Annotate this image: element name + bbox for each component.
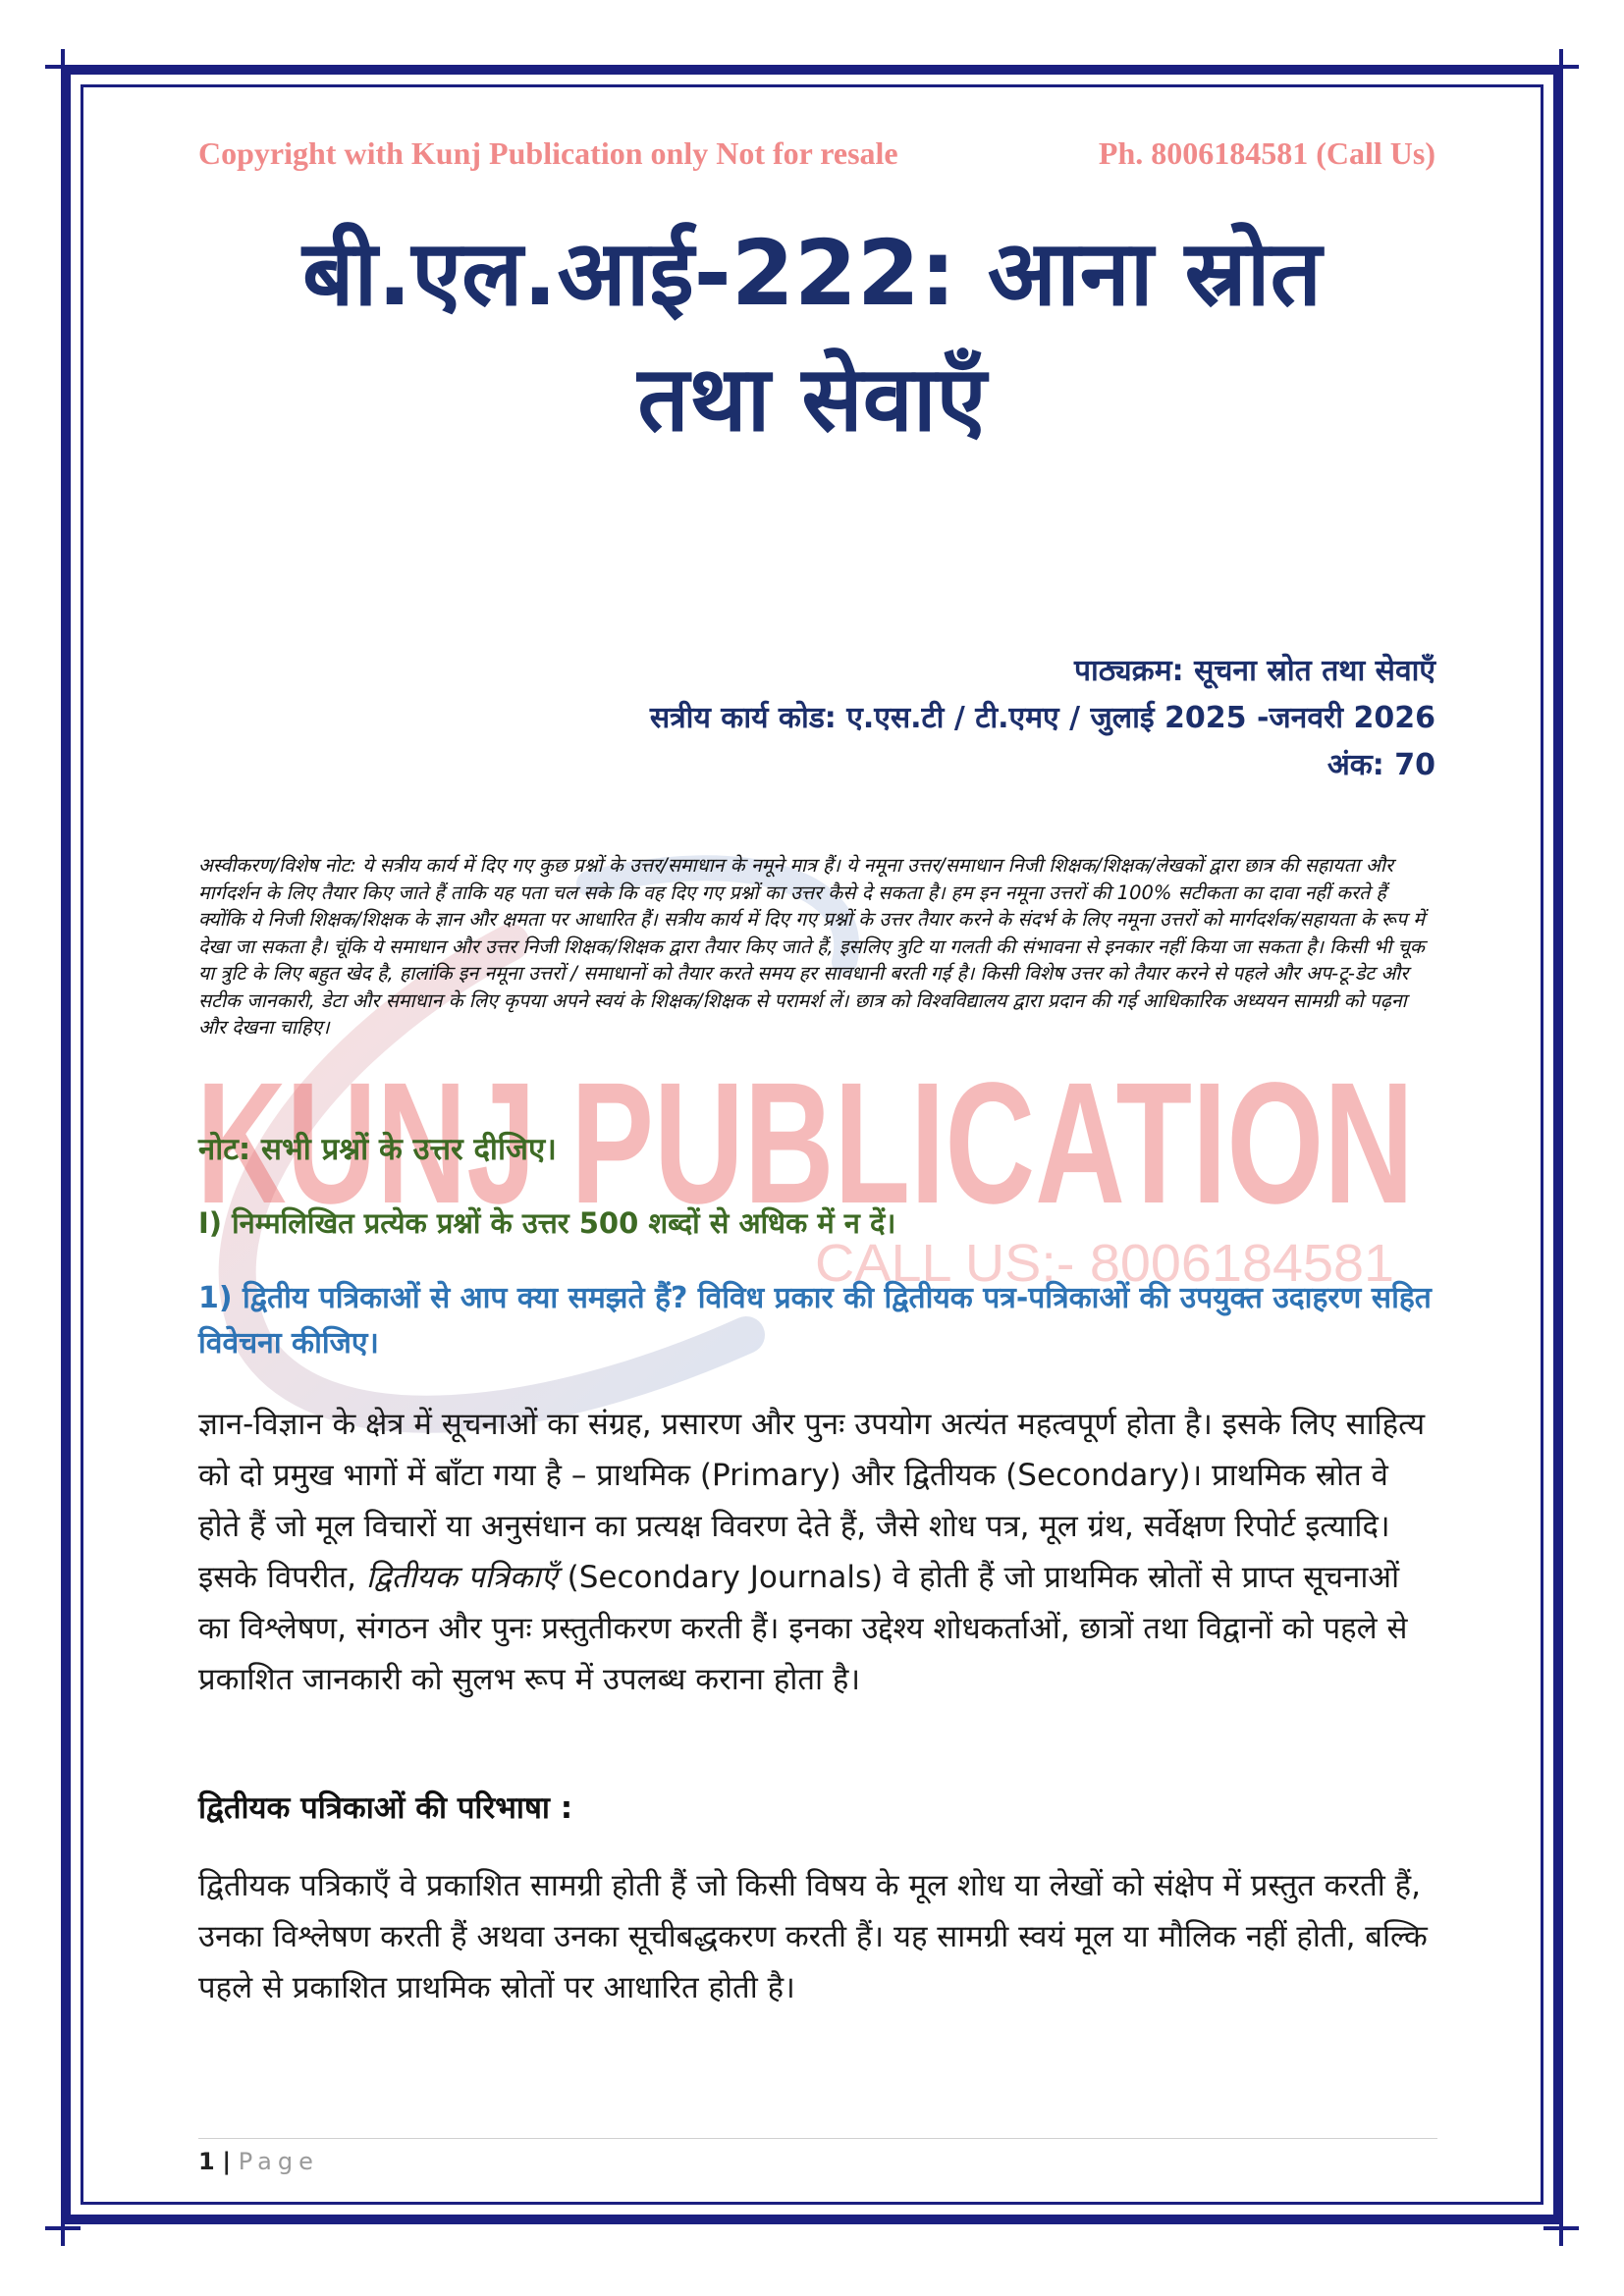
copyright-text: Copyright with Kunj Publication only Not for resale [198, 135, 898, 171]
note-heading: नोट: सभी प्रश्नों के उत्तर दीजिए। [198, 1132, 557, 1167]
corner-ornament [45, 49, 81, 84]
footer-divider [198, 2138, 1437, 2139]
answer-paragraph-1 [198, 1399, 1437, 1705]
corner-ornament [45, 2211, 81, 2246]
page-title [147, 211, 1477, 462]
course-name: पाठ्यक्रम: सूचना स्रोत तथा सेवाएँ [1074, 654, 1435, 688]
title-line-2: तथा सेवाएँ [637, 347, 987, 452]
para1-text-b: (Secondary Journals) वे होती हैं जो प्राथमिक स्रोतों से प्राप्त सूचनाओं का विश्लेषण, संगठन और पुनः प्रस्तुतीकरण करती हैं। इनका उद्देश्य शोधकर्ताओं, छात्रों तथा विद्वानों को पहले से प्रकाशित जानकारी को सुलभ रूप में उपलब्ध कराना होता है। [198, 1560, 1408, 1697]
watermark-call: CALL US:- 8006184581 [815, 1234, 1394, 1293]
question-1: 1) द्वितीय पत्रिकाओं से आप क्या समझते हैं? विविध प्रकार की द्वितीयक पत्र-पत्रिकाओं की उपयुक्त उदाहरण सहित विवेचना कीजिए। [198, 1281, 1432, 1361]
corner-ornament [1543, 49, 1579, 84]
page-number: 1 [198, 2148, 215, 2175]
disclaimer: अस्वीकरण/विशेष नोट: ये सत्रीय कार्य में दिए गए कुछ प्रश्नों के उत्तर/समाधान के नमूने मात्र हैं। ये नमूना उत्तर/समाधान निजी शिक्षक/शिक्षक/लेखकों द्वारा छात्र की सहायता और मार्गदर्शन के लिए तैयार किए जाते हैं ताकि यह पता चल सके कि वह दिए गए प्रश्नों का उत्तर कैसे दे सकता है। हम इन नमूना उत्तरों की 100% सटीकता का दावा नहीं करते हैं क्योंकि ये निजी शिक्षक/शिक्षक के ज्ञान और क्षमता पर आधारित हैं। सत्रीय कार्य में दिए गए प्रश्नों के उत्तर तैयार करने के संदर्भ के लिए नमूना उत्तरों को मार्गदर्शक/सहायता के रूप में देखा जा सकता है। चूंकि ये समाधान और उत्तर निजी शिक्षक/शिक्षक द्वारा तैयार किए जाते हैं, इसलिए त्रुटि या गलती की संभावना से इनकार नहीं किया जा सकता है। किसी भी चूक या त्रुटि के लिए बहुत खेद है, हालांकि इन नमूना उत्तरों / समाधानों को तैयार करते समय हर सावधानी बरती गई है। किसी विशेष उत्तर को तैयार करने से पहले और अप-टू-डेट और सटीक जानकारी, डेटा और समाधान के लिए कृपया अपने स्वयं के शिक्षक/शिक्षक से परामर्श लें। छात्र को विश्वविद्यालय द्वारा प्रदान की गई आधिकारिक अध्ययन सामग्री को पढ़ना और देखना चाहिए। [198, 854, 1425, 1039]
title-line-1: बी.एल.आई-222: आना स्रोत [301, 221, 1323, 326]
assignment-code: सत्रीय कार्य कोड: ए.एस.टी / टी.एमए / जुलाई 2025 -जनवरी 2026 [649, 701, 1435, 735]
page-separator: | [222, 2148, 232, 2175]
phone-text: Ph. 8006184581 (Call Us) [1098, 135, 1435, 171]
para1-emphasis: द्वितीयक पत्रिकाएँ [365, 1560, 558, 1595]
marks: अंक: 70 [1326, 748, 1435, 782]
watermark-brand: KUNJ PUBLICATION [196, 1047, 1414, 1240]
para1-text-a: ज्ञान-विज्ञान के क्षेत्र में सूचनाओं का संग्रह, प्रसारण और पुनः उपयोग अत्यंत महत्वपूर्ण होता है। इसके लिए साहित्य को दो प्रमुख भागों में बाँटा गया है – प्राथमिक (Primary) और द्वितीयक (Secondary)। प्राथमिक स्रोत वे होते हैं जो मूल विचारों या अनुसंधान का प्रत्यक्ष विवरण देते हैं, जैसे शोध पत्र, मूल ग्रंथ, सर्वेक्षण रिपोर्ट इत्यादि। इसके विपरीत, [198, 1407, 1426, 1595]
answer-paragraph-2: द्वितीयक पत्रिकाएँ वे प्रकाशित सामग्री होती हैं जो किसी विषय के मूल शोध या लेखों को संक्षेप में प्रस्तुत करती हैं, उनका विश्लेषण करती हैं अथवा उनका सूचीबद्धकरण करती हैं। यह सामग्री स्वयं मूल या मौलिक नहीं होती, बल्कि पहले से प्रकाशित प्राथमिक स्रोतों पर आधारित होती है। [198, 1868, 1428, 2005]
page-footer [198, 2148, 319, 2175]
copyright-line [198, 135, 1435, 172]
course-meta [650, 648, 1435, 789]
instruction-heading: I) निम्मलिखित प्रत्येक प्रश्नों के उत्तर 500 शब्दों से अधिक में न दें। [198, 1206, 896, 1240]
corner-ornament [1543, 2211, 1579, 2246]
definition-heading: द्वितीयक पत्रिकाओं की परिभाषा : [198, 1790, 573, 1826]
page-word: Page [238, 2148, 319, 2175]
